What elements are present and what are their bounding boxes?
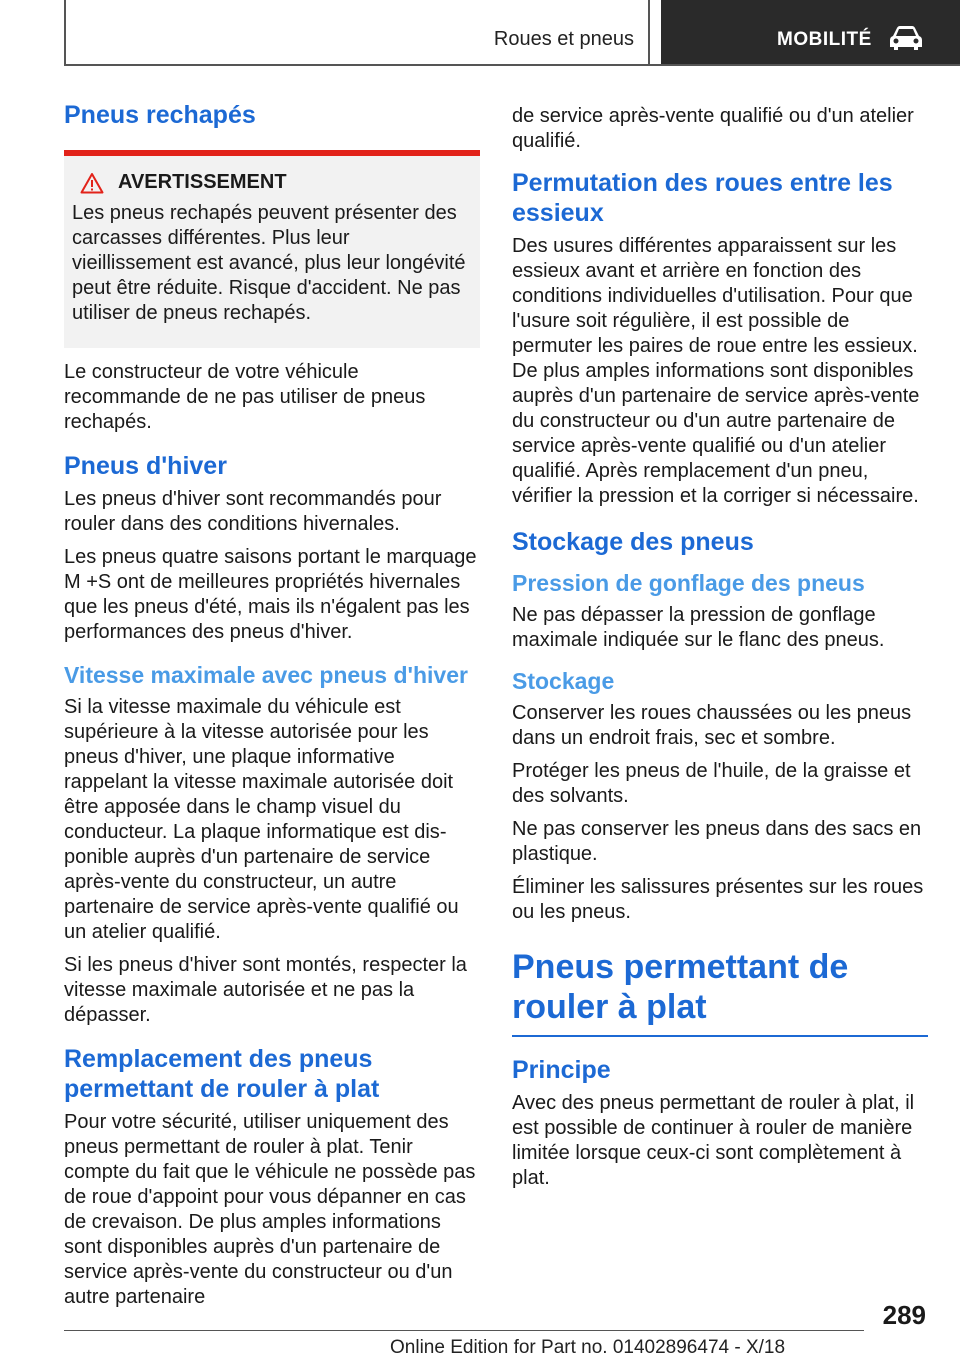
paragraph: Si la vitesse maximale du véhicule est supérieure à la vitesse autorisée pour les pneus d'hiver, une plaque informative rappelant la vitesse maximale autorisée doit être apposée dans le champ visuel du conducteur. La plaque informatique est disponible auprès d'un partenaire de service après-vente du constructeur, un autre partenaire de service après-vente qualifié ou un atelier qualifié. (64, 696, 459, 943)
paragraph: Des usures différentes apparaissent sur les essieux avant et arrière en fonction des conditions individuelles d'utilisation. Pour que l'usure soit régulière, il est possible de permuter les paires de roue entre les essieux. De plus amples informations sont disponibles auprès d'un partenaire de service après-vente du constructeur ou d'un autre partenaire de service après-vente qualifié ou d'un atelier qualifié. Après remplacement d'un pneu, vérifier la pression et la corriger si nécessaire. (512, 235, 920, 507)
header-bottom-rule (64, 64, 960, 66)
warning-title (80, 170, 470, 195)
warning-label: AVERTISSEMENT (118, 171, 287, 193)
header-divider (648, 0, 650, 66)
paragraph: Si les pneus d'hiver sont montés, respecter la vitesse maximale autorisée et ne pas la dépasser. (64, 954, 467, 1026)
paragraph: Ne pas dépasser la pression de gonflage maximale indiquée sur le flanc des pneus. (512, 604, 885, 651)
right-column (512, 104, 928, 1199)
warning-triangle-icon (80, 172, 104, 194)
warning-box (64, 156, 480, 348)
heading-runflat: Pneus permettant de rouler à plat (512, 948, 849, 1026)
paragraph: Éliminer les salissures présentes sur les roues ou les pneus. (512, 876, 924, 923)
car-icon (887, 24, 925, 52)
heading-rule (512, 1035, 928, 1037)
paragraph: Pour votre sécurité, utiliser uniquement des pneus permettant de rouler à plat. Tenir compte du fait que le véhicule ne possède pas de roue d'appoint pour vous dépanner en cas de crevaison. De plus amples informations sont disponibles auprès d'un partenaire de service après-vente du constructeur ou d'un autre partenaire (64, 1111, 476, 1308)
heading-replacement: Remplacement des pneus permettant de rouler à plat (64, 1045, 380, 1103)
heading-retread: Pneus rechapés (64, 101, 256, 129)
heading-storage: Stockage des pneus (512, 528, 754, 556)
paragraph: Les pneus d'hiver sont recommandés pour rouler dans des conditions hivernales. (64, 488, 442, 535)
header-left-rule (64, 0, 66, 66)
page-number: 289 (882, 1300, 926, 1330)
paragraph: Le constructeur de votre véhicule recommande de ne pas utiliser de pneus rechapés. (64, 361, 426, 433)
heading-principle: Principe (512, 1056, 611, 1084)
heading-max-speed: Vitesse maximale avec pneus d'hiver (64, 662, 468, 688)
paragraph: Protéger les pneus de l'huile, de la graisse et des solvants. (512, 760, 911, 807)
heading-winter: Pneus d'hiver (64, 452, 227, 480)
paragraph: Ne pas conserver les pneus dans des sacs en plastique. (512, 818, 922, 865)
heading-rotation: Permutation des roues entre les essieux (512, 169, 893, 227)
left-column (64, 100, 480, 1318)
header-section-title: Roues et pneus (493, 28, 634, 50)
heading-stockage: Stockage (512, 668, 615, 694)
paragraph: Conserver les roues chaussées ou les pneus dans un endroit frais, sec et sombre. (512, 702, 912, 749)
heading-pressure: Pression de gonflage des pneus (512, 570, 865, 596)
paragraph: de service après-vente qualifié ou d'un atelier qualifié. (512, 105, 914, 152)
header-chapter-label: MOBILITÉ (777, 29, 872, 50)
paragraph: Les pneus quatre saisons portant le marquage M +S ont de meilleures propriétés hivernales que les pneus d'été, mais ils n'égalent pas les performances des pneus d'hiver. (64, 546, 477, 643)
footer-rule (64, 1330, 864, 1331)
paragraph: Avec des pneus permettant de rouler à plat, il est possible de continuer à rouler de manière limitée lorsque ceux-ci sont complètement à plat. (512, 1092, 915, 1189)
header-chapter-tab[interactable] (661, 0, 960, 64)
warning-text: Les pneus rechapés peuvent présenter des carcasses différentes. Plus leur vieillissement est avancé, plus leur longévité peut être réduite. Risque d'accident. Ne pas utiliser de pneus rechapés. (72, 202, 466, 324)
edition-note: Online Edition for Part no. 01402896474 - X/18 (390, 1337, 786, 1358)
